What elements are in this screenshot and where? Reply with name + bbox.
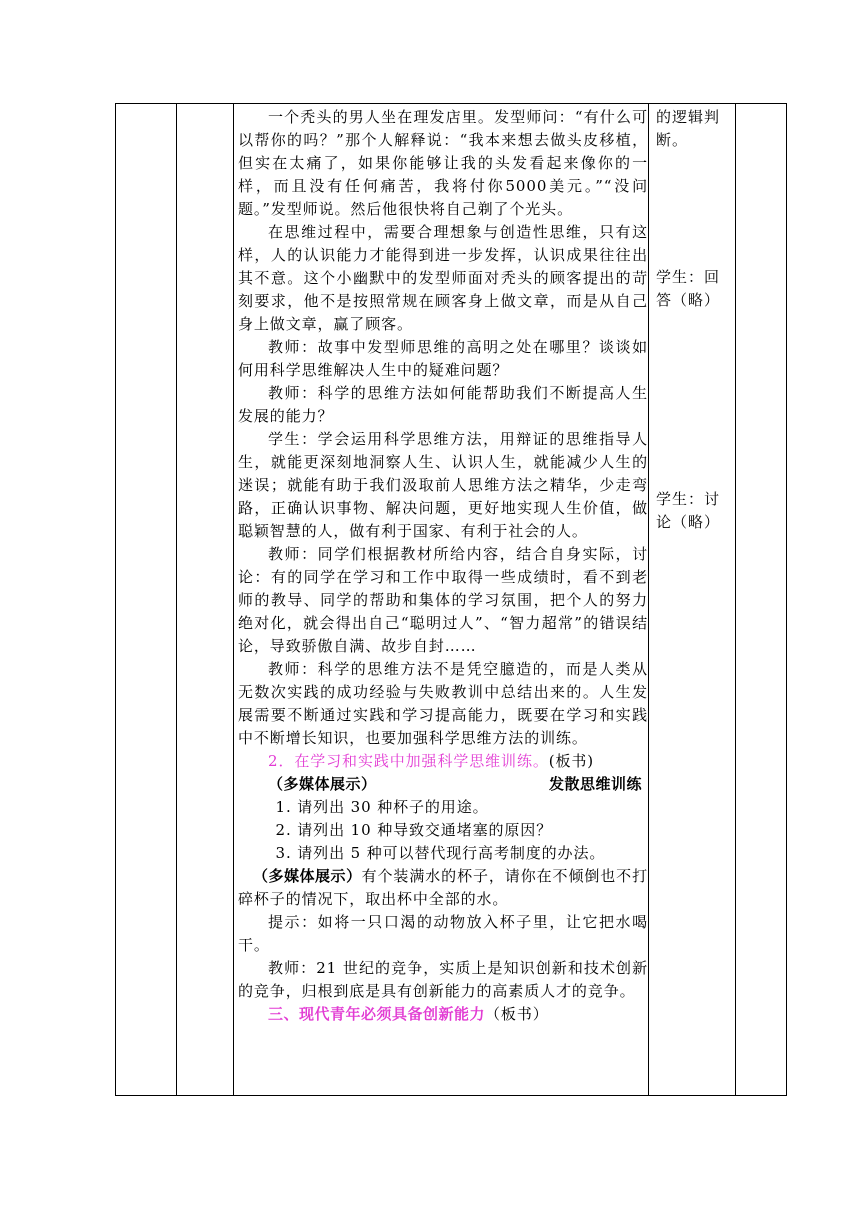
story-paragraph: 一个秃头的男人坐在理发店里。发型师问：“有什么可以帮你的吗？”那个人解释说：“我本来想去做头皮移植，但实在太痛了，如果你能够让我的头发看起来像你的一样，而且没有任何痛苦，我将付你5000美元。”“没问题。”发型师说。然后他很快将自己剃了个光头。 [238, 108, 648, 218]
teacher-question-1: 教师：故事中发型师思维的高明之处在哪里？谈谈如何用科学思维解决人生中的疑难问题？ [238, 338, 648, 379]
media-label: （多媒体展示） [253, 867, 362, 885]
teacher-question-2: 教师：科学的思维方法如何能帮助我们不断提高人生发展的能力？ [238, 384, 648, 425]
side-note: 的逻辑判断。 [656, 108, 721, 149]
section-heading-3-text: 三、现代青年必须具备创新能力 [268, 1005, 486, 1023]
section-heading-2 [238, 750, 648, 773]
media-task-text: 有个装满水的杯子，请你在不倾倒也不打碎杯子的情况下，取出杯中全部的水。 [238, 867, 648, 908]
list-item: 3. 请列出 5 种可以替代现行高考制度的办法。 [275, 844, 606, 862]
student-answer: 学生：学会运用科学思维方法，用辩证的思维指导人生，就能更深刻地洞察人生、认识人生，就能减少人生的迷误；就能有助于我们汲取前人思维方法之精华，少走弯路，正确认识事物、解决问题，更好地实现人生价值，做聪颖智慧的人，做有利于国家、有利于社会的人。 [238, 430, 648, 540]
teacher-summary: 教师：科学的思维方法不是凭空臆造的，而是人类从无数次实践的成功经验与失败教训中总结出来的。人生发展需要不断通过实践和学习提高能力，既要在学习和实践中不断增长知识，也要加强科学思维方法的训练。 [238, 660, 648, 747]
hint: 提示：如将一只口渴的动物放入杯子里，让它把水喝干。 [238, 913, 648, 954]
divergent-thinking-label: 发散思维训练 [548, 775, 642, 793]
section-heading-2-suffix: (板书) [548, 752, 595, 770]
list-item: 1. 请列出 30 种杯子的用途。 [275, 798, 489, 816]
column-divider [648, 104, 649, 1095]
lesson-table [115, 103, 787, 1096]
list-item: 2. 请列出 10 种导致交通堵塞的原因？ [275, 821, 553, 839]
teaching-content [238, 104, 648, 1026]
media-task [238, 865, 648, 911]
media-label: （多媒体展示） [268, 775, 377, 793]
column-divider [233, 104, 234, 1095]
side-note: 学生：讨论（略） [656, 490, 721, 531]
column-divider [176, 104, 177, 1095]
analysis-paragraph: 在思维过程中，需要合理想象与创造性思维，只有这样，人的认识能力才能得到进一步发挥，认识成果往往出其不意。这个小幽默中的发型师面对秃头的顾客提出的苛刻要求，他不是按照常规在顾客身上做文章，而是从自己身上做文章，赢了顾客。 [238, 223, 648, 333]
media-row [238, 773, 648, 796]
teacher-discussion: 教师：同学们根据教材所给内容，结合自身实际，讨论：有的同学在学习和工作中取得一些成绩时，看不到老师的教导、同学的帮助和集体的学习氛围，把个人的努力绝对化，就会得出自己“聪明过人”、“智力超常”的错误结论，导致骄傲自满、故步自封…… [238, 545, 648, 655]
teacher-conclusion: 教师：21 世纪的竞争，实质上是知识创新和技术创新的竞争，归根到底是具有创新能力的高素质人才的竞争。 [238, 959, 648, 1000]
section-heading-2-text: 2．在学习和实践中加强科学思维训练。 [268, 752, 549, 770]
section-heading-3 [238, 1003, 648, 1026]
section-heading-3-suffix: （板书） [485, 1005, 549, 1023]
side-note: 学生：回答（略） [656, 268, 721, 309]
column-divider [735, 104, 736, 1095]
